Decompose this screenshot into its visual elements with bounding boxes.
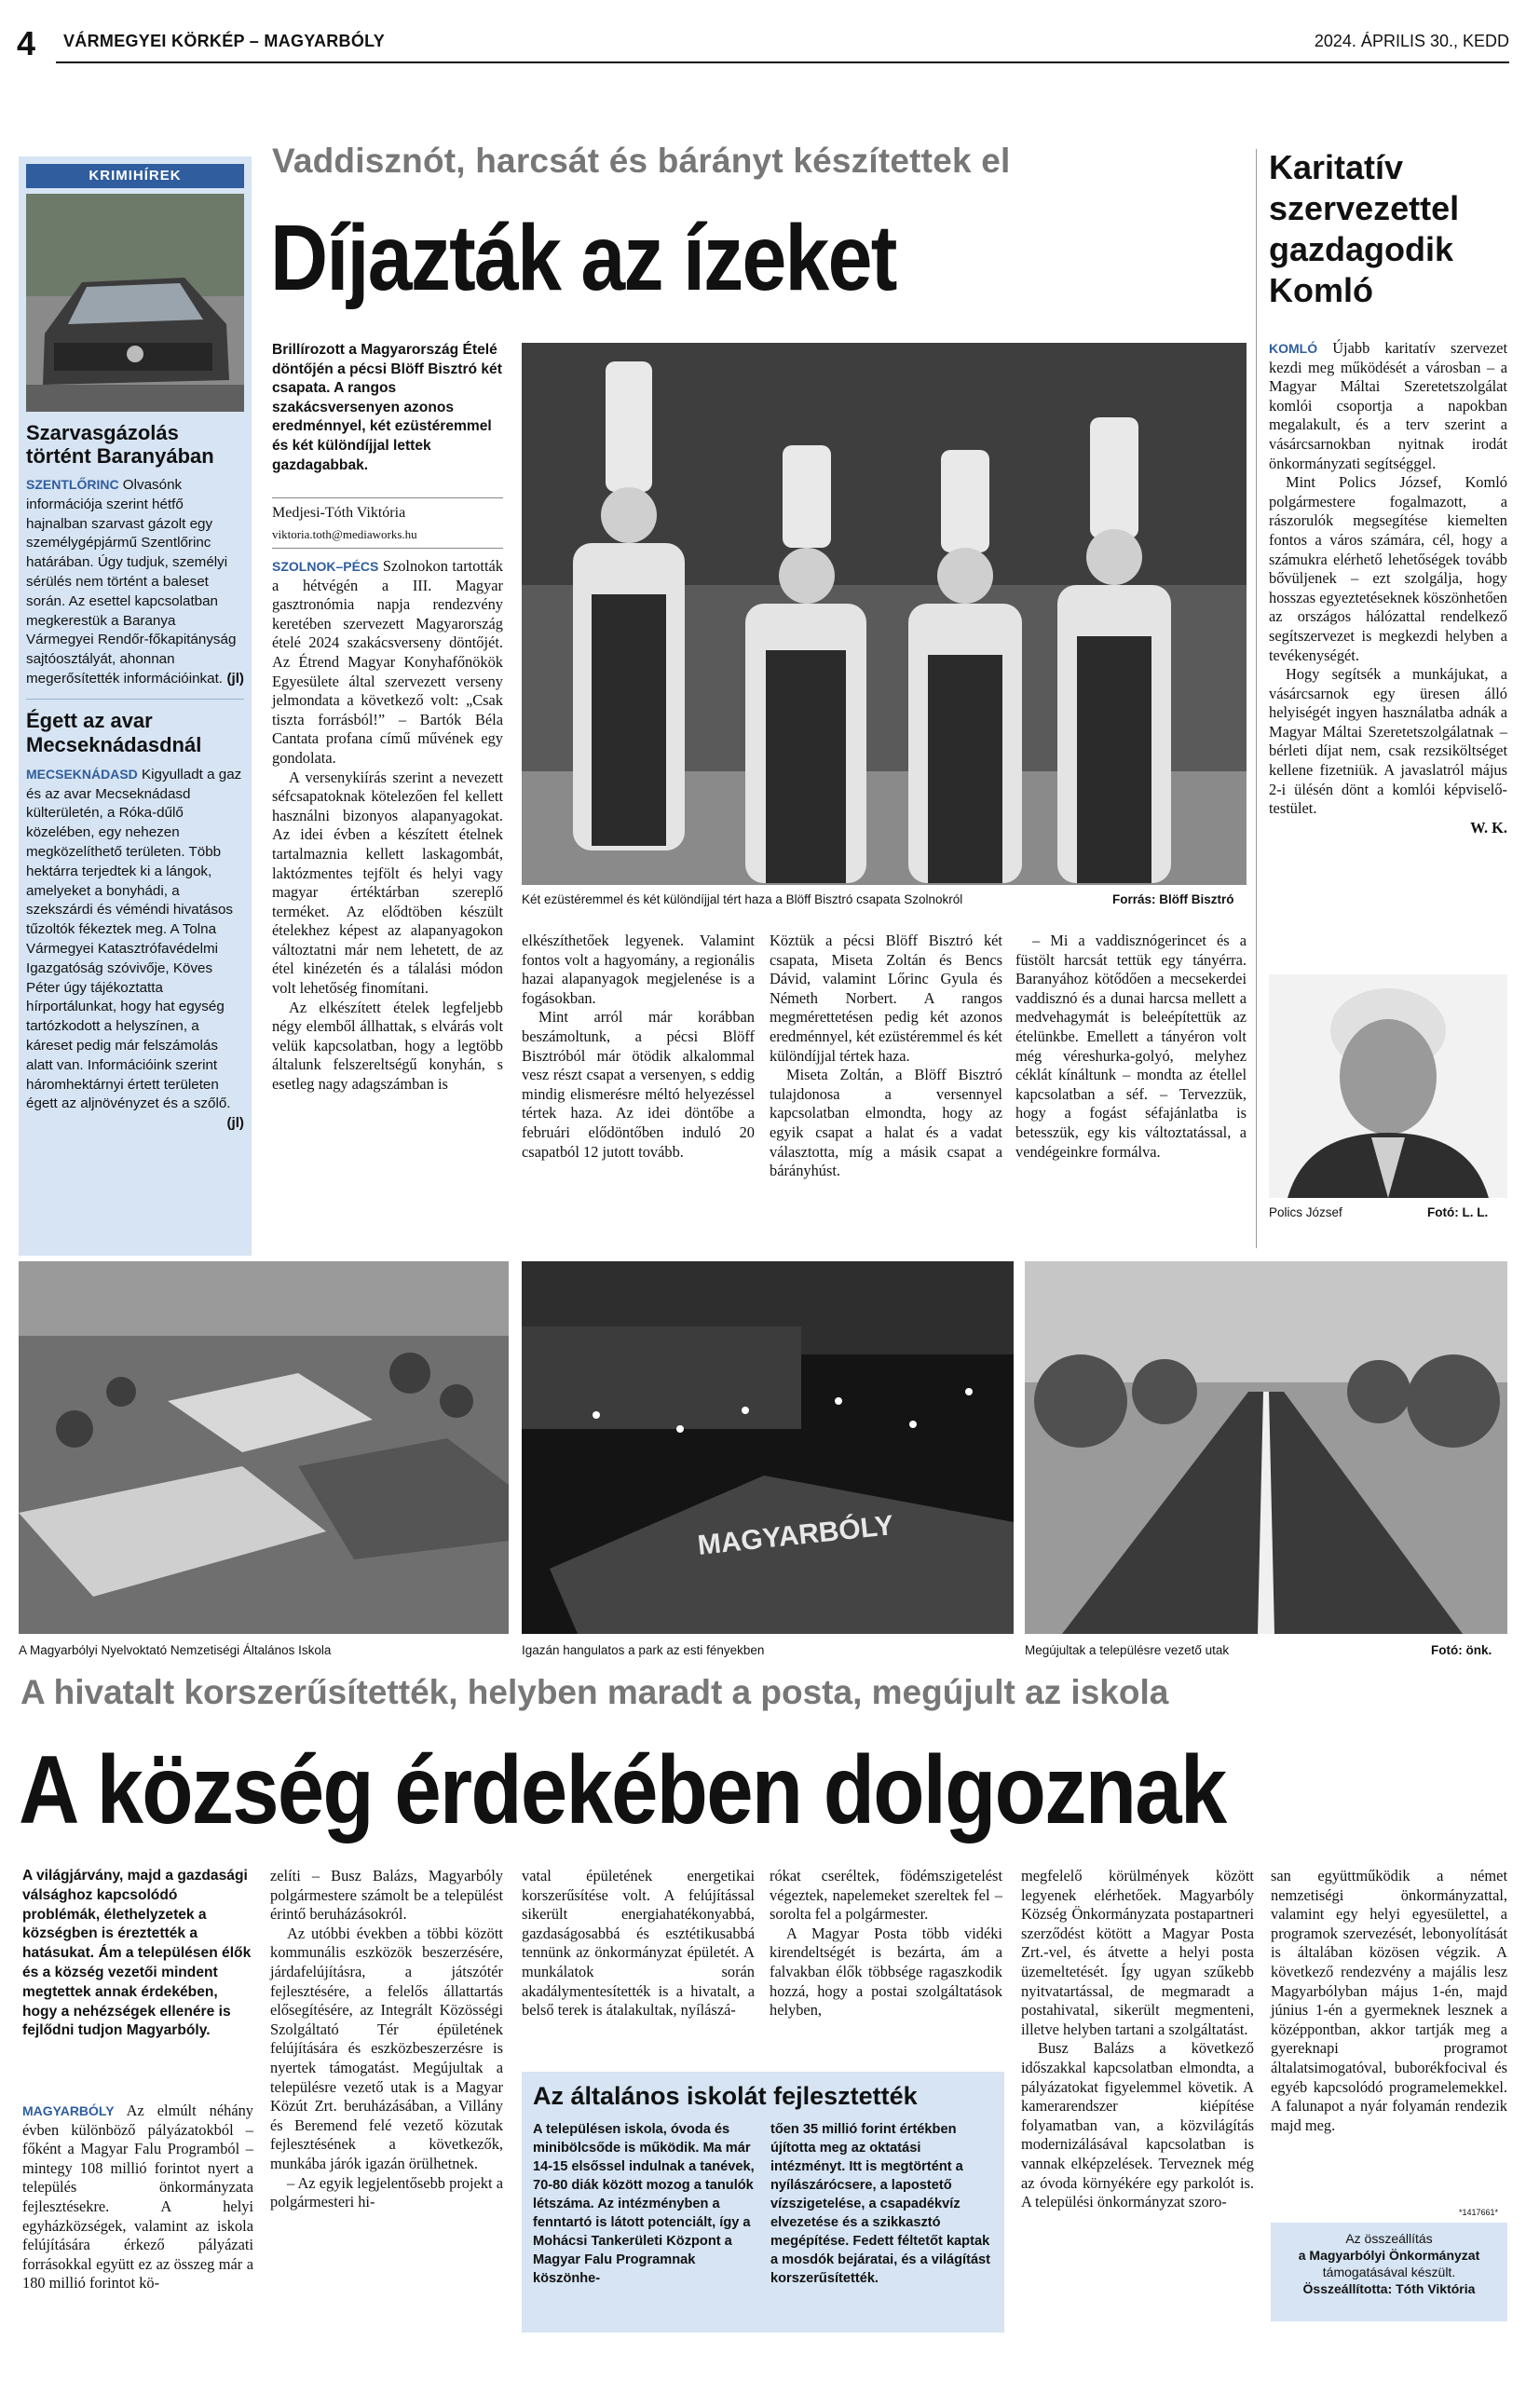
park-sign-text: MAGYARBÓLY bbox=[696, 1510, 895, 1561]
mayor-photo-credit: Fotó: L. L. bbox=[1427, 1205, 1489, 1219]
chefs-photo bbox=[522, 343, 1247, 885]
infobox-right-text: tően 35 millió forint értékben újította meg az oktatási intézményt. Itt is megtörtént a nyílászárócsere, a lapostető vízszigetelése, a csapadékvíz elvezetése és a szikkasztó megépítése. Fedett féltetőt kaptak a mosdók bejáratai, és a világítást korszerűsítették. bbox=[770, 2122, 991, 2286]
bottom-col2 bbox=[270, 1867, 503, 2212]
photo-row-credit: Fotó: önk. bbox=[1431, 1643, 1492, 1657]
bottom-col2-p2: Az utóbbi években a többi között kommunális eszközök beszerzésére, járdafelújításra, a játszótér fejlesztésére, a felelős állattartás elősegítésére, az Integrált Közösségi Szolgáltató Tér épületének felújítására és eszközbeszerzésre is nyertek támogatást. Megújultak a településre vezető utak is a Magyar Közút Zrt. beruházásában, a Villány és Beremend felé vezető közutak fejlesztésének a következők, munkába járók igazán örülhetnek. bbox=[270, 1924, 503, 2172]
mayor-portrait-photo bbox=[1269, 974, 1507, 1198]
story1-title: Szarvasgázolás történt Baranyában bbox=[26, 421, 214, 468]
story2-title: Égett az avar Mecseknádasdnál bbox=[26, 708, 202, 756]
bottom-col1 bbox=[22, 2102, 253, 2293]
school-photo-image bbox=[19, 1261, 509, 1634]
right-p2: Mint Polics József, Komló polgármestere fogalmazott, a rászorulók megsegítése kiemelten fontos a város számára, cél, hogy a számukra elérhető lehetőségek tovább bővüljenek – ezt szolgálja, hogy hosszas egyeztetéseknek köszönhetően az országos hálózattal rendelkező segítszervezet is megkezdi helyben a tevékenységét. bbox=[1269, 473, 1507, 664]
byline-rule bbox=[272, 497, 503, 498]
main-col2-p2: Mint arról már korábban beszámoltunk, a pécsi Blöff Bisztróból már ötödik alkalommal vesz részt csapat a versenyen, s eddig mindig elismerésre méltó helyezéssel tértek haza. Az idei döntőbe a februári elődöntőben induló 20 csapatból 12 jutott tovább. bbox=[522, 1008, 755, 1161]
right-body bbox=[1269, 339, 1507, 837]
bottom-lead: A világjárvány, majd a gazdasági válsághoz kapcsolódó problémák, élethelyzetek a községben is éreztették a hatásukat. Ám a településen élők és a község vezetői mindent megtettek annak érdekében, hogy a nehézségek ellenére is fejlődni tudjon Magyarbóly. bbox=[22, 1868, 252, 2039]
main-col1-p2: A versenykiírás szerint a nevezett séfcsapatoknak kötelezően fel kellett használni bizonyos alapanyagokat. Az idei évben a készített ételnek tartalmaznia kellett laskagombát, laktózmentes tejfölt és helyi vagy magyar értéktárban szereplő terméket. Az elődtöben készült ételekhez képest az alapanyagokon változtatni már nem lehetett, de az étel kinézetén és a tálalási módon volt lehetőség finomítani. bbox=[272, 768, 503, 998]
car-photo-image bbox=[26, 194, 244, 412]
park-night-photo bbox=[522, 1261, 1014, 1634]
right-p3: Hogy segítsék a munkájukat, a vásárcsarnok egy üresen álló helyiségét ingyen használatba adnák a Magyar Máltai Szeretetszolgálatnak – bérleti díjat nem, csak rezsiköltséget kellene fizetniük. A javaslatról május 2-i ülésén dönt a komlói képviselő-testület. bbox=[1269, 665, 1507, 818]
bottom-col4-p1: rókat cseréltek, födémszigetelést végeztek, napelemeket szereltek fel – sorolta fel a polgármester. bbox=[770, 1867, 1002, 1924]
main-col3-p2: Miseta Zoltán, a Blöff Bisztró tulajdonosa a versennyel kapcsolatban elmondta, hogy az egyik csapat a halat és a vadat választotta, míg a másik csapat a bárányhúst. bbox=[770, 1066, 1002, 1180]
bottom-col4-p2: A Magyar Posta több vidéki kirendeltségét is bezárta, ám a falvakban élők többsége ragaszkodik hozzá, hogy a postai szolgáltatások helyben, bbox=[770, 1924, 1002, 2020]
sponsor-line1: Az összeállítás bbox=[1345, 2231, 1433, 2246]
story2-body: Kigyulladt a gaz és az avar Mecseknádasd külterületén, a Róka-dűlő közelében, egy nehezen megközelíthető területen. Több hektárra terjedtek ki a lángok, amelyeket a bonyhádi, a szekszárdi és véméndi hivatásos tűzoltók fékeztek meg. A Tolna Vármegyei Katasztrófavédelmi Igazgatóság szóvivője, Köves Péter úgy tájékoztatta hírportálunkat, hogy hat egység tartózkodott a helyszínen, a káreset pedig már felszámolás alatt van. Információink szerint háromhektárnyi értett területen égett az aljnövényzet és a szőlő. bbox=[26, 766, 242, 1112]
road-photo bbox=[1025, 1261, 1507, 1634]
story1-location: SZENTLŐRINC bbox=[26, 477, 119, 492]
bottom-col5 bbox=[1021, 1867, 1254, 2212]
mayor-photo-caption: Polics József bbox=[1269, 1205, 1342, 1219]
main-col2 bbox=[522, 932, 755, 1162]
story2-location: MECSEKNÁDASD bbox=[26, 766, 138, 782]
school-infobox bbox=[522, 2072, 1004, 2333]
car-accident-photo bbox=[26, 194, 244, 412]
bottom-col1-p1: Az elmúlt néhány évben különböző pályázatokból – főként a Magyar Falu Programból – mintegy 108 millió forintot nyert a település önkormányzata fejlesztésekre. A helyi egyházközségek, valamint az iskola felújítására érkező pályázati forrásokkal együtt ez az összeg már a 180 millió forintot kö- bbox=[22, 2102, 253, 2292]
main-col4 bbox=[1015, 932, 1247, 1162]
mayor-photo-image bbox=[1269, 974, 1507, 1198]
right-headline: Karitatív szervezettel gazdagodik Komló bbox=[1269, 148, 1460, 309]
bottom-col3-p1: vatal épületének energetikai korszerűsítése volt. A felújítással sikerült energiahatékonyabbá, gazdaságosabbá és esztétikusabbá tennünk az önkormányzat épületét. A munkálatok során akadálymentesítették is a hivatalt, a belső terek is átalakultak, nyílászá- bbox=[522, 1867, 755, 2020]
main-email: viktoria.toth@mediaworks.hu bbox=[272, 527, 417, 541]
park-photo-image bbox=[522, 1261, 1014, 1634]
main-kicker: Vaddisznót, harcsát és bárányt készítettek el bbox=[272, 142, 1011, 180]
story2-sign: (jl) bbox=[226, 1115, 244, 1132]
story1-body: Olvasónk információja szerint hétfő hajnalban szarvast gázolt egy személygépjármű Szentlőrinc határában. Úgy tudjuk, személyi sérülés nem történt a baleset során. Az esettel kapcsolatban megkerestük a Baranya Vármegyei Rendőr-főkapitányság sajtóosztályát, ahonnan megerősítették információinkat. bbox=[26, 477, 237, 687]
main-lead: Brillírozott a Magyarország Ételé döntőjén a pécsi Blöff Bisztró két csapata. A rangos szakácsversenyen azonos eredménnyel, két ezüstéremmel és két különdíjjal lettek gazdagabbak. bbox=[272, 342, 502, 473]
bottom-location: MAGYARBÓLY bbox=[22, 2103, 115, 2118]
bottom-col6 bbox=[1271, 1867, 1507, 2135]
road-photo-image bbox=[1025, 1261, 1507, 1634]
main-col3 bbox=[770, 932, 1002, 1181]
right-column-rule bbox=[1256, 149, 1257, 1248]
header-rule bbox=[56, 61, 1509, 63]
school-aerial-photo bbox=[19, 1261, 509, 1634]
bottom-col3 bbox=[522, 1867, 755, 2020]
main-col1-p1: Szolnokon tartották a hétvégén a III. Magyar gasztronómia napja rendezvény keretében szervezett Magyarország ételé 2024 szakácsverseny döntőjét. Az Étrend Magyar Konyhafőnökök Egyesülete által szervezett verseny jelmondata a következő volt: „Csak tiszta forrásból!” – Bartók Béla Cantata profana című művének egy gondolata. bbox=[272, 557, 503, 767]
right-location: KOMLÓ bbox=[1269, 341, 1318, 356]
main-col2-p1: elkészíthetőek legyenek. Valamint fontos volt a hagyomány, a regionális hazai alapanyagok megjelenése is a fogásokban. bbox=[522, 932, 755, 1007]
sponsor-footer bbox=[1271, 2223, 1507, 2321]
ad-code: *1417661* bbox=[1459, 2208, 1499, 2217]
page-header bbox=[17, 20, 1509, 67]
bottom-col6-p1: san együttműködik a német nemzetiségi önkormányzattal, valamint egy helyi egyesülettel, a programok szervezését, lebonyolítását is általában közösen végzik. A következő rendezvény a majális lesz Magyarbólyban május 1-én, majd június 1-én a gyermeknek lesznek a középpontban, akkor tartják meg a gyereknapi programot általatsimogatóval, buborékfocival és egyéb kapcsolódó programelemekkel. A falunapot a nyár folyamán rendezik majd meg. bbox=[1271, 1867, 1507, 2134]
main-headline: Díjazták az ízeket bbox=[270, 206, 896, 310]
sidebar-label: KRIMIHÍREK bbox=[26, 164, 244, 188]
right-sign: W. K. bbox=[1470, 818, 1507, 837]
bottom-col2-p1: zelíti – Busz Balázs, Magyarbóly polgármestere számolt be a települést érintő beruházásokról. bbox=[270, 1867, 503, 1924]
school-photo-caption: A Magyarbólyi Nyelvoktató Nemzetiségi Általános Iskola bbox=[19, 1643, 332, 1657]
bottom-col5-p2: Busz Balázs a következő időszakkal kapcsolatban elmondta, a pályázatokat figyelemmel követik. A kamerarendszer kiépítése folyamatban van, a közvilágítás modernizálásával kapcsolatban is vannak elképzelések. Terveznek még az óvoda környékére egy parkolót is. A települési önkormányzat szoro- bbox=[1021, 2039, 1254, 2211]
chefs-photo-credit: Forrás: Blöff Bisztró bbox=[1112, 892, 1234, 906]
byline-rule-2 bbox=[272, 548, 503, 549]
issue-date: 2024. ÁPRILIS 30., KEDD bbox=[1314, 32, 1509, 50]
bottom-headline: A község érdekében dolgoznak bbox=[19, 1736, 1226, 1844]
sponsor-line2: a Magyarbólyi Önkormányzat bbox=[1298, 2248, 1480, 2263]
sponsor-line3: támogatásával készült. bbox=[1322, 2265, 1456, 2279]
bottom-kicker: A hivatalt korszerűsítették, helyben maradt a posta, megújult az iskola bbox=[20, 1673, 1169, 1711]
chefs-photo-caption: Két ezüstéremmel és két különdíjjal tért haza a Blöff Bisztró csapata Szolnokról bbox=[522, 892, 963, 906]
crime-news-sidebar bbox=[19, 156, 252, 1256]
road-photo-caption: Megújultak a településre vezető utak bbox=[1025, 1643, 1230, 1657]
section-title: VÁRMEGYEI KÖRKÉP – MAGYARBÓLY bbox=[63, 32, 386, 50]
bottom-col5-p1: megfelelő körülmények között legyenek elérhetőek. Magyarbóly Község Önkormányzata postapartneri szerződést kötött a Magyar Posta Zrt.-vel, és átvette a helyi posta üzemeltetését. Így ugyan szűkebb nyitvatartással, de megmaradt a postahivatal, sikerült megmenteni, illetve helyben tartani a szolgáltatást. bbox=[1021, 1867, 1254, 2038]
chefs-photo-image bbox=[522, 343, 1247, 885]
main-col3-p1: Köztük a pécsi Blöff Bisztró két csapata, Miseta Zoltán és Bencs Dávid, valamint Lőrinc Gyula és Németh Norbert. A rangos megmérettetésen pedig két azonos eredménnyel, két ezüstéremmel és két különdíjjal tértek haza. bbox=[770, 932, 1002, 1065]
infobox-left-text: A településen iskola, óvoda és minibölcsőde is működik. Ma már 14-15 elsőssel indulnak a tanévek, 70-80 diák között mozog a tanulók létszáma. Az intézményben a fenntartó is látott potenciált, így a Mohácsi Tankerületi Központ a Magyar Falu Programnak köszönhe- bbox=[533, 2122, 755, 2286]
main-col1-p3: Az elkészített ételek legfeljebb négy elemből állhattak, s elvárás volt velük kapcsolatban, hogy a legtöbb általunk felszereltségű konyhán, s esetleg nagy adagszámban is bbox=[272, 998, 503, 1094]
main-col4-p1: – Mi a vaddisznógerincet és a füstölt harcsát tettük egy tányérra. Baranyához kötődően a mecsekerdei vaddisznó és a dunai harcsa mellett a medvehagymát is beleépítettük az ételünkbe. Emellett a tányéron volt még véreshurka-golyó, melyhez céklát kínáltunk – mondta az étellel kapcsolatban a séf. – Tervezzük, hogy a fogást séfajánlatba is betesszük, egy kis változtatással, a vendégeinkre formálva. bbox=[1015, 932, 1247, 1161]
page-number: 4 bbox=[17, 24, 36, 62]
main-col1 bbox=[272, 557, 503, 1095]
bottom-col2-p3: – Az egyik legjelentősebb projekt a polgármesteri hi- bbox=[270, 2173, 503, 2211]
park-photo-caption: Igazán hangulatos a park az esti fényekben bbox=[522, 1643, 765, 1657]
infobox-title: Az általános iskolát fejlesztették bbox=[533, 2082, 918, 2110]
main-location: SZOLNOK–PÉCS bbox=[272, 559, 379, 574]
story1-sign: (jl) bbox=[226, 670, 244, 687]
right-p1: Újabb karitatív szervezet kezdi meg működését a városban – a Magyar Máltai Szeretetszolgálat komlói csoportja a napokban megalakult, és a terv szerint a vásárcsarnokban nyitnak irodát önkormányzati segítséggel. bbox=[1269, 339, 1507, 472]
main-author: Medjesi-Tóth Viktória bbox=[272, 505, 406, 521]
sponsor-line4: Összeállította: Tóth Viktória bbox=[1302, 2281, 1476, 2296]
bottom-col4 bbox=[770, 1867, 1002, 2020]
